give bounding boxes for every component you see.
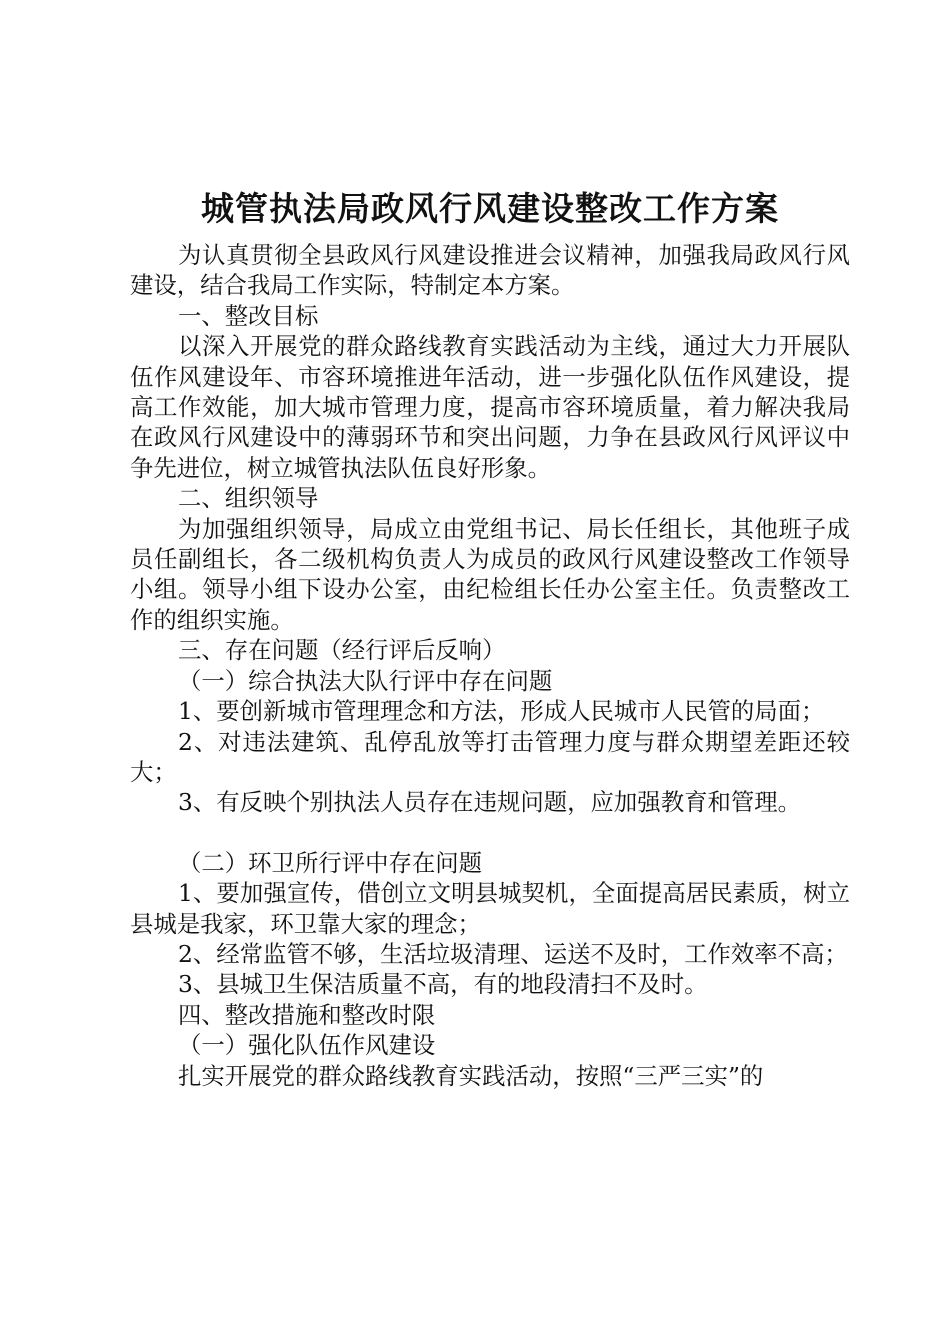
list-item: 2、对违法建筑、乱停乱放等打击管理力度与群众期望差距还较大； [130,727,850,786]
subheading-enforcement-team: （一）综合执法大队行评中存在问题 [178,666,553,695]
paragraph-team-style: 扎实开展党的群众路线教育实践活动，按照“三严三实”的 [178,1061,764,1090]
paragraph-intro: 为认真贯彻全县政风行风建设推进会议精神，加强我局政风行风建设，结合我局工作实际，特制定本方案。 [130,241,850,300]
list-item: 2、经常监管不够，生活垃圾清理、运送不及时，工作效率不高； [178,939,848,968]
document-page [130,186,850,1091]
section-heading-problems: 三、存在问题（经行评后反响） [178,636,506,665]
subheading-team-style: （一）强化队伍作风建设 [178,1031,436,1060]
document-title: 城管执法局政风行风建设整改工作方案 [201,189,779,228]
list-item: 3、县城卫生保洁质量不高，有的地段清扫不及时。 [178,970,708,999]
list-item: 1、要创新城市管理理念和方法，形成人民城市人民管的局面； [178,697,825,726]
section-heading-leadership: 二、组织领导 [178,484,319,513]
list-item: 1、要加强宣传，借创立文明县城契机，全面提高居民素质，树立县城是我家，环卫靠大家的理念； [130,879,850,938]
list-item: 3、有反映个别执法人员存在违规问题，应加强教育和管理。 [178,788,802,817]
section-heading-goal: 一、整改目标 [178,301,319,330]
subheading-sanitation: （二）环卫所行评中存在问题 [178,848,483,877]
blank-line [130,818,850,848]
paragraph-goal: 以深入开展党的群众路线教育实践活动为主线，通过大力开展队伍作风建设年、市容环境推进年活动，进一步强化队伍作风建设，提高工作效能，加大城市管理力度，提高市容环境质量，着力解决我局在政风行风建设中的薄弱环节和突出问题，力争在县政风行风评议中争先进位，树立城管执法队伍良好形象。 [130,332,850,482]
section-heading-measures: 四、整改措施和整改时限 [178,1000,436,1029]
paragraph-leadership: 为加强组织领导，局成立由党组书记、局长任组长，其他班子成员任副组长，各二级机构负责人为成员的政风行风建设整改工作领导小组。领导小组下设办公室，由纪检组长任办公室主任。负责整改工作的组织实施。 [130,514,850,634]
